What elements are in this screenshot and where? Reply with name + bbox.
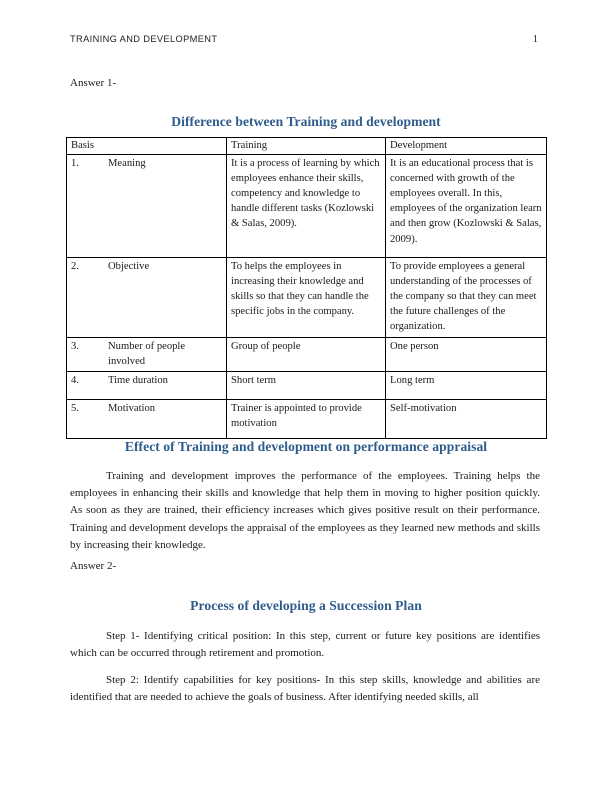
answer-2-label: Answer 2-: [70, 560, 117, 572]
table-cell-basis: [67, 155, 227, 258]
table-cell-basis: [67, 371, 227, 399]
table-row: [67, 337, 547, 371]
table-cell-development: One person: [386, 337, 547, 371]
table-header-development: Development: [386, 138, 547, 155]
heading-difference-training-development: Difference between Training and development: [171, 114, 441, 129]
table-cell-basis: [67, 337, 227, 371]
paragraph-step-2: Step 2: Identify capabilities for key positions- In this step skills, knowledge and abilities are identified that are needed to achieve the goals of business. After identifying needed skills, all: [70, 674, 540, 704]
table-cell-basis: [67, 258, 227, 337]
row-basis-label: Time duration: [108, 374, 168, 386]
row-basis-label: Objective: [108, 261, 150, 273]
document-title-header: TRAINING AND DEVELOPMENT: [70, 34, 218, 44]
table-header-basis: Basis: [67, 138, 227, 155]
table-row: [67, 399, 547, 438]
page-number: 1: [532, 34, 538, 45]
table-header-row: [67, 138, 547, 155]
row-basis-label: Meaning: [108, 158, 146, 170]
heading-effect-performance-appraisal: Effect of Training and development on performance appraisal: [124, 439, 488, 454]
row-index: 1.: [71, 158, 79, 170]
table-row: [67, 371, 547, 399]
table-cell-development: Self-motivation: [386, 399, 547, 438]
row-basis-label: Motivation: [108, 402, 156, 414]
table-row: [67, 155, 547, 258]
table-cell-training: It is a process of learning by which employees enhance their skills, competency and knowledge to handle different tasks (Kozlowski & Salas, 2009).: [227, 155, 386, 258]
table-cell-training: Group of people: [227, 337, 386, 371]
running-header: [70, 34, 538, 45]
paragraph-effect-performance-appraisal: Training and development improves the performance of the employees. Training helps the employees in enhancing their skills and knowledge that help them in moving to higher position quickly. As soon as they are trained, their efficiency increases which gives positive result on their performance. Training and development develops the appraisal of the employees as they learned new methods and skills by increasing their knowledge.: [70, 470, 540, 551]
comparison-table: [66, 137, 547, 439]
table-cell-development: Long term: [386, 371, 547, 399]
heading-succession-plan: Process of developing a Succession Plan: [190, 598, 422, 613]
row-index: 4.: [71, 374, 79, 386]
row-index: 5.: [71, 402, 79, 414]
table-cell-training: Trainer is appointed to provide motivation: [227, 399, 386, 438]
row-index: 2.: [71, 261, 79, 273]
paragraph-step-1: Step 1- Identifying critical position: In this step, current or future key positions are identifies which can be occurred through retirement and promotion.: [70, 630, 540, 660]
table-cell-training: To helps the employees in increasing their knowledge and skills so that they can handle the specific jobs in the company.: [227, 258, 386, 337]
table-cell-development: It is an educational process that is concerned with growth of the employees overall. In this, employees of the organization learn and then grow (Kozlowski & Salas, 2009).: [386, 155, 547, 258]
table-cell-basis: [67, 399, 227, 438]
row-basis-label: Number of people involved: [108, 340, 186, 367]
row-index: 3.: [71, 340, 79, 352]
answer-1-label: Answer 1-: [70, 77, 117, 89]
table-header-training: Training: [227, 138, 386, 155]
table-cell-training: Short term: [227, 371, 386, 399]
table-row: [67, 258, 547, 337]
table-cell-development: To provide employees a general understanding of the processes of the company so that they can meet the future challenges of the organization.: [386, 258, 547, 337]
